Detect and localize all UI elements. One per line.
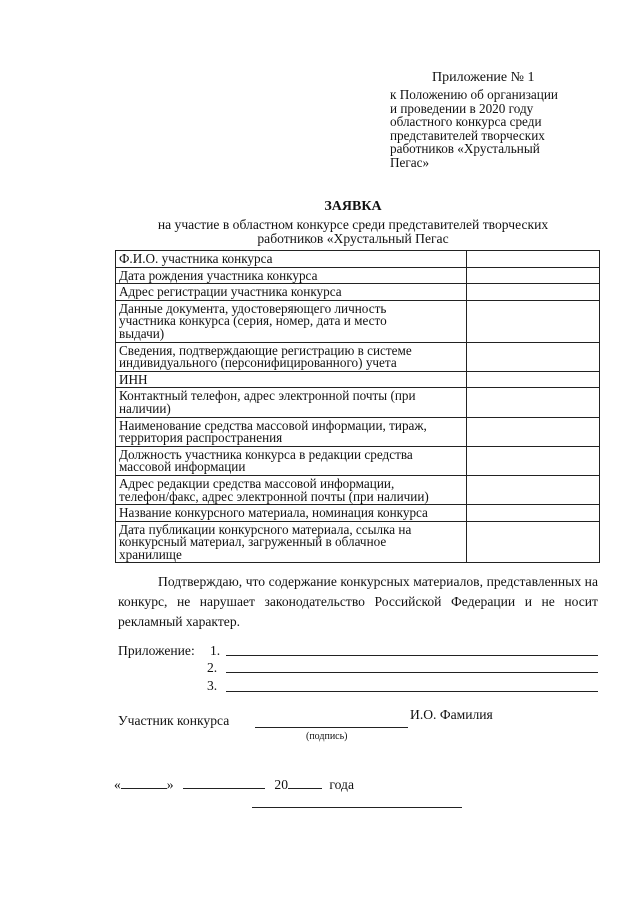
form-row-label-line: Наименование средства массовой информации, тираж, (119, 417, 427, 433)
date-row (114, 776, 354, 793)
form-row-label-line: конкурсный материал, загруженный в облачное (119, 534, 387, 550)
form-row-label-line: хранилище (119, 546, 182, 562)
signature-line[interactable] (255, 727, 408, 728)
form-row-label-line: Название конкурсного материала, номинация конкурса (119, 505, 428, 521)
form-row (116, 417, 600, 446)
form-row-label (116, 446, 467, 475)
form-row-label (116, 521, 467, 563)
form-row-value[interactable] (467, 300, 600, 342)
form-row (116, 251, 600, 268)
form-row-label (116, 342, 467, 371)
form-row-value[interactable] (467, 475, 600, 504)
form-row (116, 475, 600, 504)
form-row-label-line: Контактный телефон, адрес электронной почты (при (119, 388, 416, 404)
form-row-label-line: Должность участника конкурса в редакции средства (119, 446, 413, 462)
form-row-label (116, 267, 467, 284)
attachments-label: Приложение: (118, 643, 195, 658)
signature-hint: (подпись) (306, 731, 348, 742)
form-row-value[interactable] (467, 284, 600, 301)
date-day-blank[interactable] (121, 776, 167, 789)
form-row (116, 521, 600, 563)
date-suffix: года (329, 777, 354, 792)
form-row-value[interactable] (467, 446, 600, 475)
form-row (116, 267, 600, 284)
bottom-signature-line[interactable] (252, 807, 462, 808)
attachment-line[interactable] (226, 672, 598, 673)
form-row-value[interactable] (467, 505, 600, 522)
form-row-label-line: Данные документа, удостоверяющего личность (119, 300, 387, 316)
form-row-label (116, 417, 467, 446)
attachment-number: 1. (210, 643, 221, 658)
date-month-blank[interactable] (183, 776, 265, 789)
form-row (116, 505, 600, 522)
annex-line: Пегас» (390, 154, 430, 170)
form-row-value[interactable] (467, 371, 600, 388)
annex-line: работников «Хрустальный (390, 141, 540, 157)
form-row-label-line: телефон/факс, адрес электронной почты (при наличии) (119, 488, 429, 504)
form-row-label-line: индивидуального (персонифицированного) учета (119, 355, 397, 371)
application-title: ЗАЯВКА (324, 199, 382, 214)
attachment-number: 2. (207, 660, 218, 675)
subtitle-line: на участие в областном конкурсе среди представителей творческих (157, 217, 549, 232)
annex-title: Приложение № 1 (432, 70, 535, 85)
form-row-value[interactable] (467, 251, 600, 268)
form-row-label (116, 388, 467, 417)
signature-name: И.О. Фамилия (410, 707, 493, 722)
form-row-value[interactable] (467, 342, 600, 371)
form-row-label-line: Дата рождения участника конкурса (119, 267, 318, 283)
form-row-label-line: выдачи) (119, 325, 165, 341)
form-row (116, 446, 600, 475)
form-row-label (116, 284, 467, 301)
form-row-label (116, 300, 467, 342)
form-row-label-line: территория распространения (119, 430, 283, 446)
form-row-label (116, 475, 467, 504)
form-row-label-line: Сведения, подтверждающие регистрацию в системе (119, 342, 412, 358)
form-row (116, 300, 600, 342)
application-subtitle (118, 218, 588, 245)
form-row-value[interactable] (467, 521, 600, 563)
form-row-label-line: Адрес редакции средства массовой информации, (119, 475, 395, 491)
form-row (116, 371, 600, 388)
form-row-label-line: наличии) (119, 400, 171, 416)
annex-line: и проведении в 2020 году (390, 100, 534, 116)
annex-line: к Положению об организации (390, 87, 558, 102)
form-row-label-line: Дата публикации конкурсного материала, ссылка на (119, 521, 412, 537)
date-year-blank[interactable] (288, 776, 322, 789)
form-row-value[interactable] (467, 267, 600, 284)
form-row-value[interactable] (467, 417, 600, 446)
form-row-label-line: Ф.И.О. участника конкурса (119, 251, 273, 266)
annex-text (390, 88, 605, 170)
date-century: 20 (274, 777, 288, 792)
application-heading (118, 199, 588, 245)
date-close-quote: » (166, 777, 174, 792)
annex-line: областного конкурса среди (390, 114, 542, 130)
form-row-label-line: Адрес регистрации участника конкурса (119, 284, 342, 300)
form-row-label-line: ИНН (119, 371, 148, 387)
attachment-line[interactable] (226, 691, 598, 692)
date-open-quote: « (114, 777, 121, 792)
form-row-label (116, 505, 467, 522)
form-row (116, 284, 600, 301)
form-row-label (116, 251, 467, 268)
attachment-line[interactable] (226, 655, 598, 656)
form-row (116, 342, 600, 371)
form-row-label-line: участника конкурса (серия, номер, дата и место (119, 313, 387, 329)
form-row-label (116, 371, 467, 388)
signature-label: Участник конкурса (118, 713, 230, 728)
annex-line: представителей творческих (390, 127, 545, 143)
application-form-table (115, 250, 600, 563)
attachment-number: 3. (207, 678, 218, 693)
subtitle-line: работников «Хрустальный Пегас (257, 230, 449, 246)
form-row-label-line: массовой информации (119, 459, 246, 475)
form-row (116, 388, 600, 417)
form-row-value[interactable] (467, 388, 600, 417)
confirmation-paragraph: Подтверждаю, что содержание конкурсных материалов, представленных на конкурс, не нарушает законодательство Российской Федерации и не носит рекламный характер. (118, 574, 598, 629)
